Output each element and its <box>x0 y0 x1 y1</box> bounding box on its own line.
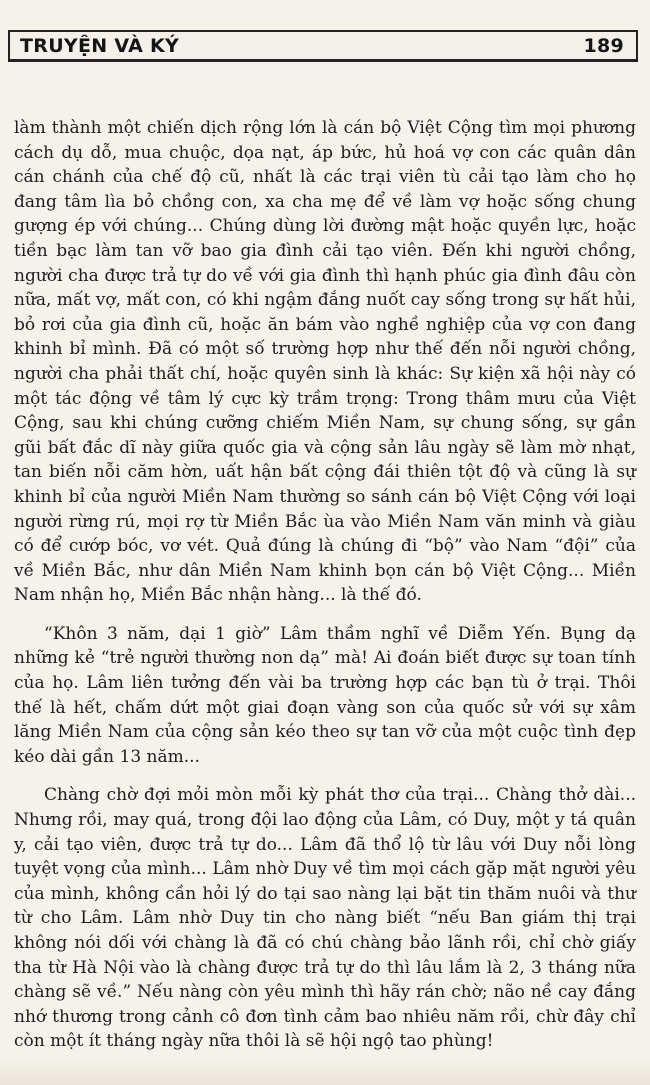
paragraph-1: làm thành một chiến dịch rộng lớn là cán bộ Việt Cộng tìm mọi phương cách dụ dỗ, mua chuộc, dọa nạt, áp bức, hủ hoá vợ con các quân dân cán chánh của chế độ cũ, nhất là các trại viên tù cải tạo làm cho họ đang tâm lìa bỏ chồng con, xa cha mẹ để về làm vợ hoặc sống chung gượng ép với chúng... Chúng dùng lời đường mật hoặc quyền lực, hoặc tiền bạc làm tan vỡ bao gia đình cải tạo viên. Đến khi người chồng, người cha được trả tự do về với gia đình thì hạnh phúc gia đình đâu còn nữa, mất vợ, mất con, có khi ngậm đắng nuốt cay sống trong sự hất hủi, bỏ rơi của gia đình cũ, hoặc ăn bám vào nghề nghiệp của vợ con đang khinh bỉ mình. Đã có một số trường hợp như thế đến nỗi người chồng, người cha phải thất chí, hoặc quyên sinh là khác: Sự kiện xã hội này có một tác động về tâm lý cực kỳ trầm trọng: Trong thâm mưu của Việt Cộng, sau khi chúng cưỡng chiếm Miền Nam, sự chung sống, sự gần gũi bất đắc dĩ này giữa quốc gia và cộng sản lâu ngày sẽ làm mờ nhạt, tan biến nỗi căm hờn, uất hận bất cộng đái thiên tột độ và cũng là sự khinh bỉ của người Miền Nam thường so sánh cán bộ Việt Cộng với loại người rừng rú, mọi rợ từ Miền Bắc ùa vào Miền Nam văn minh và giàu có để cướp bóc, vơ vét. Quả đúng là chúng đi “bộ” vào Nam “đội” của về Miền Bắc, như dân Miền Nam khinh bọn cán bộ Việt Cộng... Miền Nam nhận họ, Miền Bắc nhận hàng... là thế đó. <box>14 118 636 606</box>
paragraph-2: “Khôn 3 năm, dại 1 giờ” Lâm thầm nghĩ về Diễm Yến. Bụng dạ những kẻ “trẻ người thường non dạ” mà! Ai đoán biết được sự toan tính của họ. Lâm liên tưởng đến vài ba trường hợp các bạn tù ở trại. Thôi thế là hết, chấm dứt một giai đoạn vàng son của quốc sử với sự xâm lăng Miền Nam của cộng sản kéo theo sự tan vỡ của một cuộc tình đẹp kéo dài gần 13 năm... <box>14 623 636 767</box>
body-text <box>14 116 636 1068</box>
running-header <box>8 30 638 62</box>
running-title: TRUYỆN VÀ KÝ <box>20 34 180 57</box>
page-edge-shadow <box>0 1057 650 1085</box>
page-number: 189 <box>583 34 624 57</box>
paragraph-3: Chàng chờ đợi mỏi mòn mỗi kỳ phát thơ của trại... Chàng thở dài... Nhưng rồi, may quá, trong đội lao động của Lâm, có Duy, một y tá quân y, cải tạo viên, được trả tự do... Lâm đã thổ lộ từ lâu với Duy nỗi lòng tuyệt vọng của mình... Lâm nhờ Duy về tìm mọi cách gặp mặt người yêu của mình, không cần hỏi lý do tại sao nàng lại bặt tin thăm nuôi và thư từ cho Lâm. Lâm nhờ Duy tin cho nàng biết “nếu Ban giám thị trại không nói dối với chàng là đã có chú chàng bảo lãnh rồi, chỉ chờ giấy tha từ Hà Nội vào là chàng được trả tự do thì lâu lắm là 2, 3 tháng nữa chàng sẽ về.” Nếu nàng còn yêu mình thì hãy rán chờ; não nề cay đắng nhớ thương trong cảnh cô đơn tình cảm bao nhiêu năm rồi, chừ đây chỉ còn một ít tháng ngày nữa thôi là sẽ hội ngộ tao phùng! <box>14 785 636 1052</box>
